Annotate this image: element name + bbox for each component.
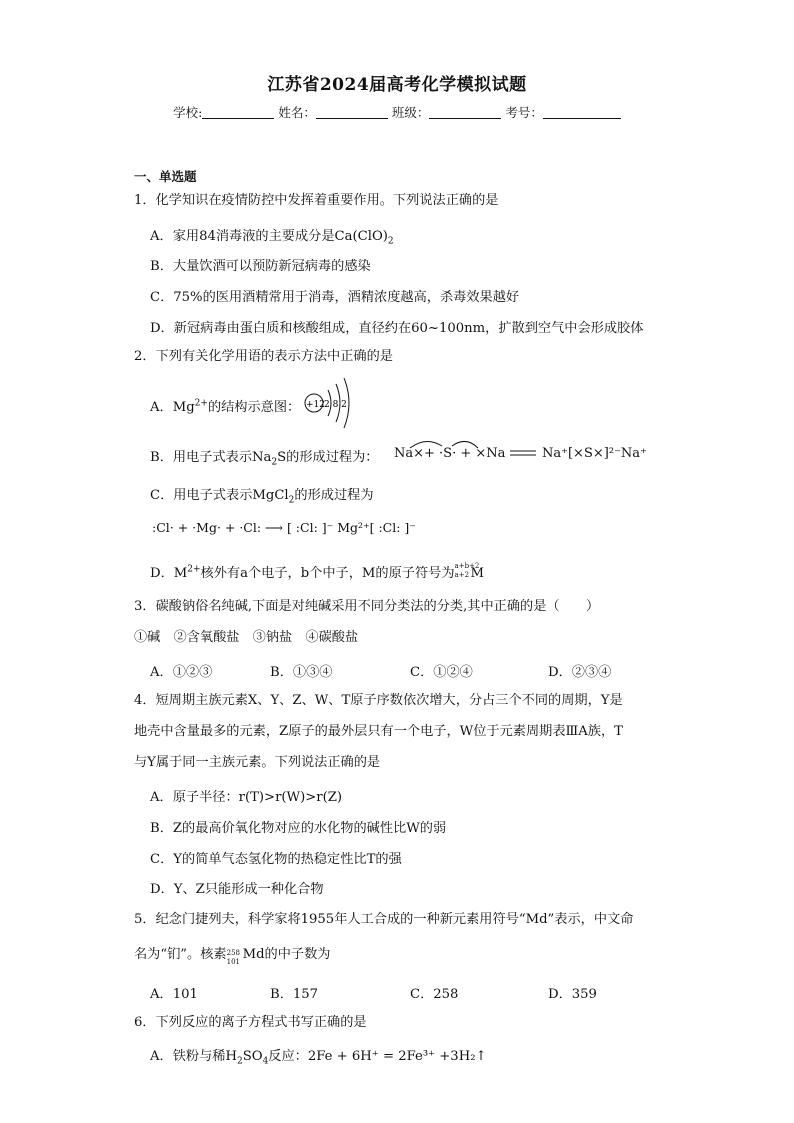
school-blank[interactable] [202, 106, 274, 119]
question-4-option-c: C．Y的简单气态氢化物的热稳定性比T的强 [150, 852, 402, 867]
atomic-number: a+2 [454, 570, 470, 579]
subscript: 2 [271, 457, 278, 468]
school-label: 学校: [173, 105, 203, 120]
question-6-option-a [150, 1045, 487, 1067]
text-part: 名为“钔”。核素 [134, 947, 227, 962]
name-blank[interactable] [316, 106, 388, 119]
question-5-option-a: A．101 [150, 987, 198, 1002]
option-text: D．M [150, 566, 188, 581]
question-5-option-b: B．157 [270, 987, 319, 1002]
question-4-option-a: A．原子半径：r(T)>r(W)>r(Z) [150, 790, 343, 805]
isotope-notation [226, 948, 243, 966]
question-3-stem: 3．碳酸钠俗名纯碱,下面是对纯碱采用不同分类法的分类,其中正确的是（ ） [134, 599, 600, 614]
question-5-option-d: D．359 [548, 987, 597, 1002]
option-text-mid: SO [242, 1049, 263, 1064]
question-2-option-b [150, 446, 379, 468]
subscript: 2 [236, 1056, 243, 1067]
question-1-option-b: B．大量饮酒可以预防新冠病毒的感染 [150, 259, 371, 274]
atomic-number: 101 [226, 957, 240, 966]
electron-transfer-arrows [396, 436, 496, 450]
question-6-stem: 6．下列反应的离子方程式书写正确的是 [134, 1015, 367, 1030]
question-1-option-a [150, 225, 394, 247]
section-heading: 一、单选题 [134, 169, 197, 184]
option-text-rest: S的形成过程为： [277, 450, 379, 465]
question-1-option-d: D．新冠病毒由蛋白质和核酸组成，直径约在60~100nm，扩散到空气中会形成胶体 [150, 321, 644, 336]
question-5-line-2 [134, 945, 331, 965]
question-2-option-a [150, 396, 300, 415]
question-4-line-3: 与Y属于同一主族元素。下列说法正确的是 [134, 755, 381, 770]
option-text: A．家用84消毒液的主要成分是Ca(ClO) [150, 229, 388, 244]
exam-no-blank[interactable] [543, 106, 621, 119]
question-4-option-d: D．Y、Z只能形成一种化合物 [150, 882, 324, 897]
mass-number: 258 [226, 948, 240, 957]
option-text: A．铁粉与稀H [150, 1049, 237, 1064]
subscript: 4 [262, 1056, 269, 1067]
isotope-notation [454, 561, 480, 581]
question-1-option-c: C．75%的医用酒精常用于消毒，酒精浓度越高，杀毒效果越好 [150, 290, 520, 305]
option-text-rest: 反应：2Fe + 6H⁺ = 2Fe³⁺ +3H₂↑ [268, 1049, 487, 1064]
question-4-line-2: 地壳中含量最多的元素，Z原子的最外层只有一个电子，W位于元素周期表ⅢA族，T [134, 724, 623, 739]
question-2-option-d [150, 562, 484, 581]
nucleus-charge: +12 [306, 400, 325, 410]
mg-ion-structure-diagram [300, 376, 360, 432]
question-3-option-b: B．①③④ [270, 665, 333, 680]
mass-number: a+b+2 [454, 561, 480, 570]
question-4-option-b: B．Z的最高价氧化物对应的水化物的碱性比W的弱 [150, 821, 447, 836]
exam-no-label: 考号： [505, 105, 543, 120]
question-5-option-c: C．258 [410, 987, 459, 1002]
option-text-rest: 的结构示意图： [207, 400, 301, 415]
question-3-option-c: C．①②④ [410, 665, 473, 680]
superscript: 2+ [194, 398, 208, 409]
na2s-left-formula: Na×+ ·S· + ×Na [394, 446, 506, 461]
question-2-option-c [150, 484, 374, 506]
equals-sign [508, 448, 538, 458]
name-label: 姓名： [278, 105, 316, 120]
student-info-line [0, 103, 794, 121]
question-5-line-1: 5．纪念门捷列夫，科学家将1955年人工合成的一种新元素用符号“Md”表示，中文命 [134, 912, 634, 927]
question-2-stem: 2．下列有关化学用语的表示方法中正确的是 [134, 349, 393, 364]
question-3-items: ①碱 ②含氧酸盐 ③钠盐 ④碳酸盐 [134, 630, 359, 645]
option-text: A．Mg [150, 400, 195, 415]
text-part: Md的中子数为 [242, 947, 331, 962]
superscript: 2+ [187, 564, 201, 575]
subscript: 2 [387, 236, 394, 247]
exam-title: 江苏省2024届高考化学模拟试题 [267, 75, 527, 95]
subscript: 2 [288, 495, 295, 506]
shell-electrons: 2 8 2 [324, 400, 347, 410]
question-3-option-d: D．②③④ [548, 665, 612, 680]
mgcl2-formation-equation: :Cl· + ·Mg· + ·Cl: ⟶ [ :Cl: ]⁻ Mg²⁺[ :Cl: ]⁻ [152, 520, 416, 535]
question-4-line-1: 4．短周期主族元素X、Y、Z、W、T原子序数依次增大，分占三个不同的周期，Y是 [134, 693, 623, 708]
class-label: 班级： [391, 105, 430, 120]
question-3-option-a: A．①②③ [150, 665, 213, 680]
option-text: C．用电子式表示MgCl [150, 488, 289, 503]
class-blank[interactable] [429, 106, 501, 119]
option-text: B．用电子式表示Na [150, 450, 272, 465]
na2s-right-formula: Na⁺[×S×]²⁻Na⁺ [542, 446, 647, 461]
option-text-rest: 的形成过程为 [294, 488, 374, 503]
option-text-rest: 核外有a个电子，b个中子，M的原子符号为 [200, 566, 455, 581]
question-1-stem: 1．化学知识在疫情防控中发挥着重要作用。下列说法正确的是 [134, 193, 499, 208]
element-symbol: M [470, 566, 485, 581]
